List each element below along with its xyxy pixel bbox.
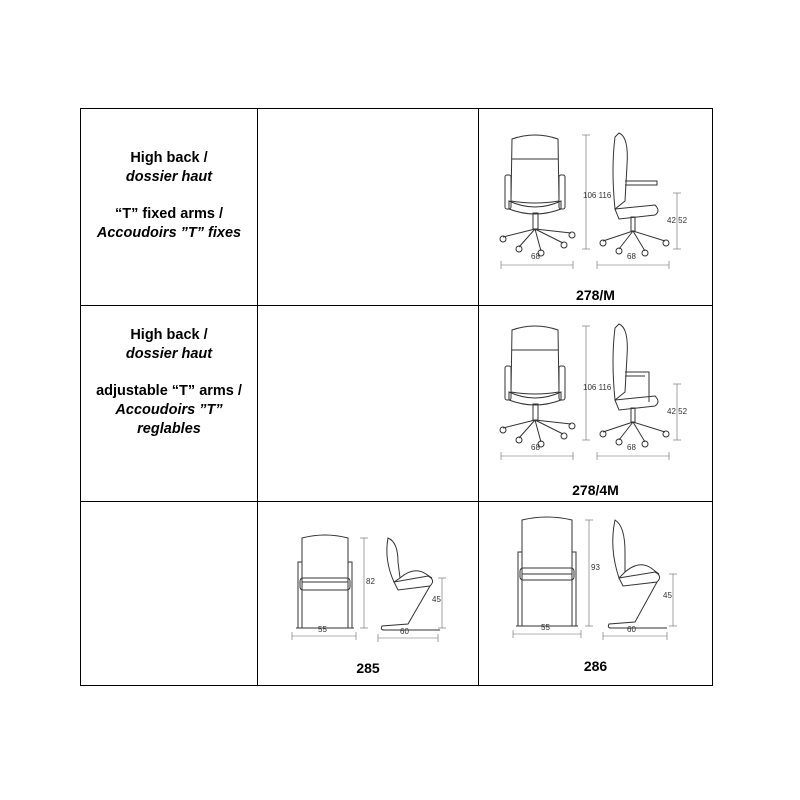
product-code: 278/4M [572, 482, 619, 498]
product-cell [258, 502, 479, 686]
description-cell [81, 306, 258, 502]
empty-cell [258, 306, 479, 502]
seat-height-dimension: 42 52 [667, 407, 688, 416]
chair-front-view-icon [500, 135, 575, 256]
product-spec-table [80, 108, 713, 686]
height-dimension: 93 [591, 563, 600, 572]
width-dimension: 68 [531, 443, 540, 452]
back-type-label: High back / [130, 150, 208, 166]
height-dimension: 106 116 [583, 383, 612, 392]
office-chair-diagram [479, 109, 713, 305]
table-row [81, 502, 713, 686]
width-dimension: 68 [531, 252, 540, 261]
height-dimension: 106 116 [583, 191, 612, 200]
empty-cell [258, 109, 479, 306]
seat-height-dimension: 45 [432, 595, 441, 604]
chair-side-view-icon [608, 520, 667, 628]
arm-type-label-fr-cont: reglables [137, 421, 201, 437]
table-row [81, 109, 713, 306]
width-dimension: 55 [318, 625, 327, 634]
arm-type-label-fr: Accoudoirs ”T” [115, 402, 223, 418]
seat-height-dimension: 45 [663, 591, 672, 600]
depth-dimension: 68 [627, 252, 636, 261]
description-cell [81, 109, 258, 306]
product-cell [479, 109, 713, 306]
arm-type-label: “T” fixed arms / [115, 206, 223, 222]
chair-front-view-icon [296, 535, 354, 628]
depth-dimension: 68 [627, 443, 636, 452]
back-type-label: High back / [130, 327, 208, 343]
back-type-label-fr: dossier haut [125, 346, 213, 362]
depth-dimension: 60 [627, 625, 636, 634]
product-cell [479, 502, 713, 686]
table-row [81, 306, 713, 502]
chair-description [81, 109, 257, 243]
product-code: 286 [583, 658, 608, 674]
depth-dimension: 60 [400, 627, 409, 636]
product-code: 278/M [576, 287, 615, 303]
chair-front-view-icon [500, 326, 575, 447]
office-chair-diagram [479, 306, 713, 501]
visitor-chair-diagram [258, 502, 479, 685]
arm-type-label: adjustable “T” arms / [96, 383, 242, 399]
height-dimension: 82 [366, 577, 375, 586]
empty-cell [81, 502, 258, 686]
product-code: 285 [356, 660, 380, 676]
arm-type-label-fr: Accoudoirs ”T” fixes [96, 225, 242, 241]
chair-description [81, 306, 257, 439]
back-type-label-fr: dossier haut [125, 169, 213, 185]
seat-height-dimension: 42 52 [667, 216, 688, 225]
width-dimension: 55 [541, 623, 550, 632]
chair-side-view-icon [381, 538, 440, 630]
product-cell [479, 306, 713, 502]
chair-front-view-icon [516, 517, 578, 626]
